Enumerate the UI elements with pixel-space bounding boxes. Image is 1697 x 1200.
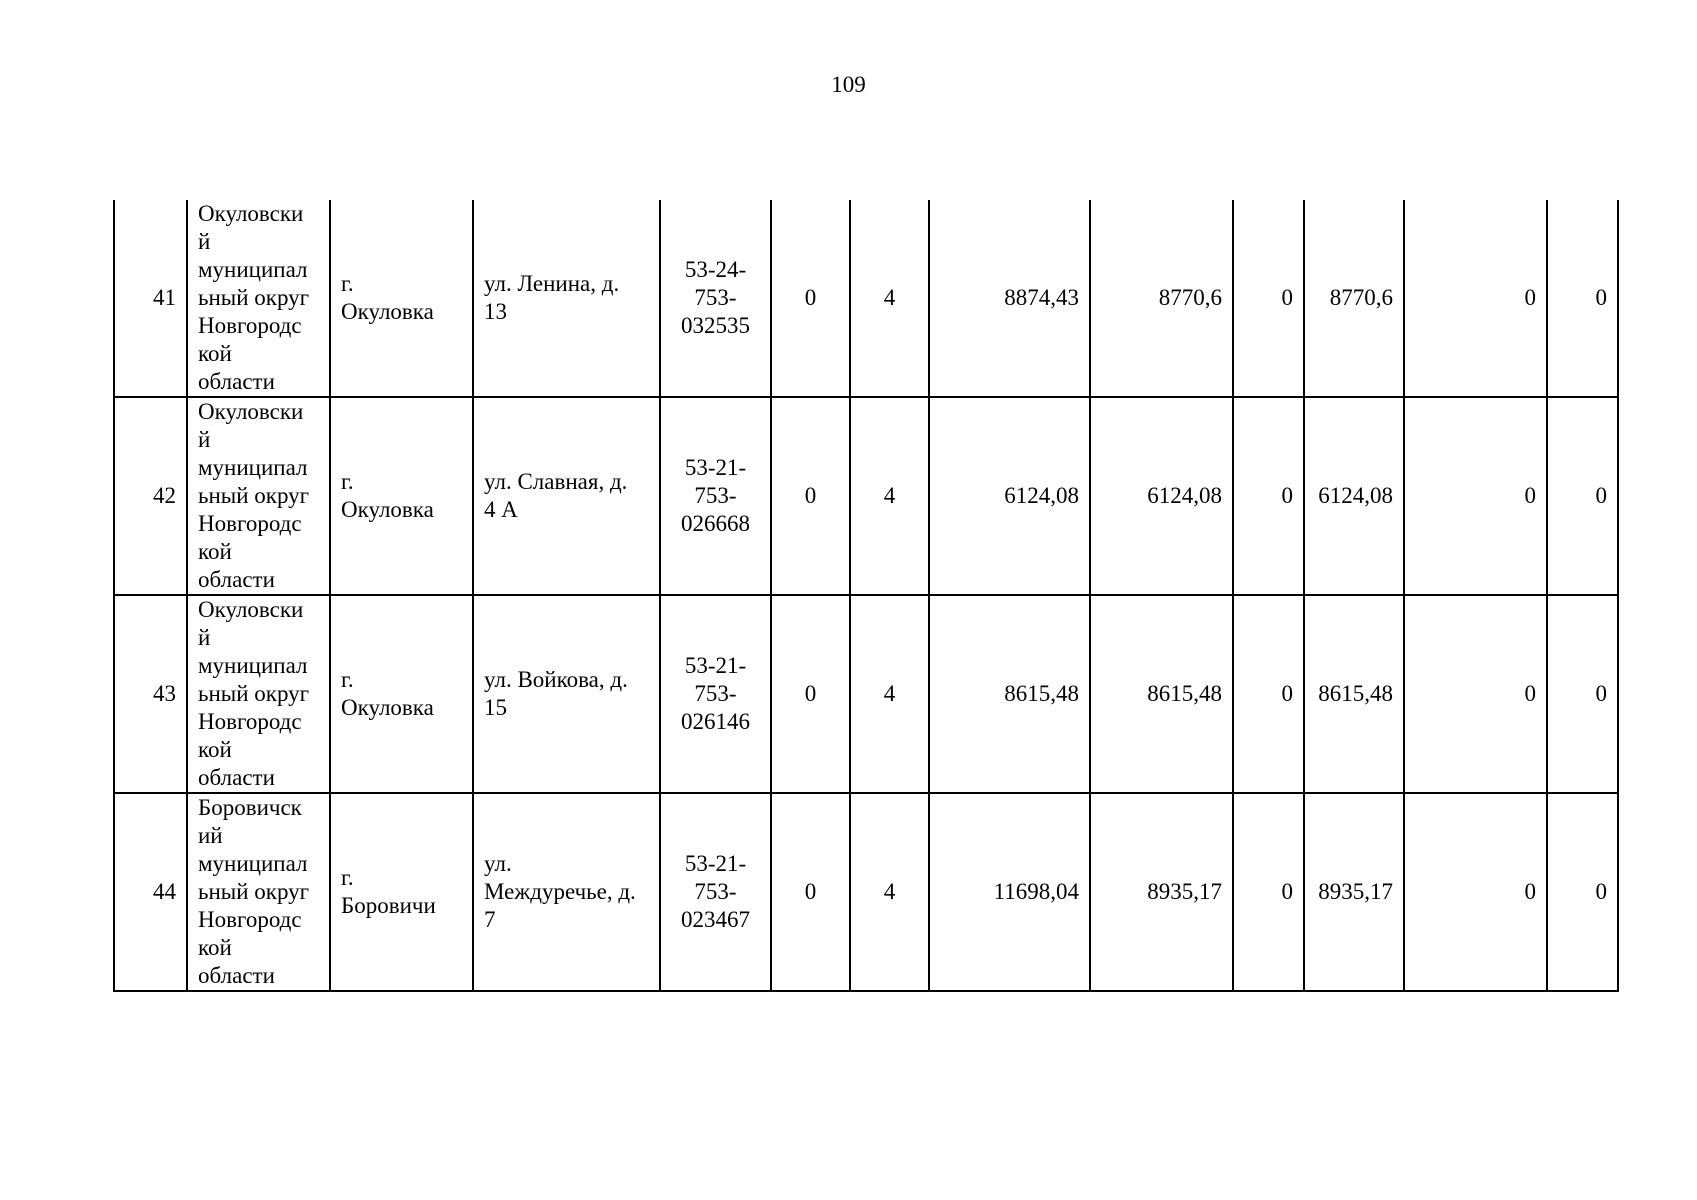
district-line: кой <box>198 935 232 960</box>
locality-line: Окуловка <box>341 497 434 522</box>
value-cell-4: 8770,6 <box>1090 200 1233 397</box>
locality-cell <box>330 200 473 397</box>
registry-table <box>113 200 1619 992</box>
value-cell-3: 11698,04 <box>929 793 1090 991</box>
district-line: ьный округ <box>198 285 310 310</box>
address-line: 13 <box>484 299 507 324</box>
district-line: области <box>198 963 275 988</box>
value-cell-6: 8770,6 <box>1304 200 1404 397</box>
value-cell-3: 8874,43 <box>929 200 1090 397</box>
locality-cell <box>330 397 473 595</box>
district-line: муниципал <box>198 455 308 480</box>
locality-line: Окуловка <box>341 695 434 720</box>
address-line: 7 <box>484 907 496 932</box>
value-cell-2: 4 <box>850 595 929 793</box>
table-row <box>114 595 1618 793</box>
value-cell-4: 8615,48 <box>1090 595 1233 793</box>
value-cell-2: 4 <box>850 200 929 397</box>
address-line: Междуречье, д. <box>484 879 636 904</box>
district-cell <box>187 200 330 397</box>
cadastral-code-cell <box>660 200 771 397</box>
value-cell-1: 0 <box>771 397 850 595</box>
locality-cell <box>330 793 473 991</box>
locality-cell <box>330 595 473 793</box>
locality-line: Боровичи <box>341 893 436 918</box>
cadastral-code-line: 53-24- <box>684 257 747 282</box>
district-line: й <box>198 229 211 254</box>
table-row <box>114 397 1618 595</box>
value-cell-6: 8935,17 <box>1304 793 1404 991</box>
district-line: ьный округ <box>198 483 310 508</box>
value-cell-8: 0 <box>1547 200 1618 397</box>
district-line: кой <box>198 737 232 762</box>
value-cell-1: 0 <box>771 595 850 793</box>
cadastral-code-line: 53-21- <box>684 851 747 876</box>
locality-line: г. <box>341 271 354 296</box>
district-line: й <box>198 625 211 650</box>
district-line: Новгородс <box>198 511 302 536</box>
address-line: ул. Славная, д. <box>484 469 628 494</box>
cadastral-code-line: 753- <box>694 681 737 706</box>
district-line: й <box>198 427 211 452</box>
value-cell-1: 0 <box>771 793 850 991</box>
cadastral-code-line: 53-21- <box>684 653 747 678</box>
cadastral-code-line: 032535 <box>681 313 750 338</box>
district-line: муниципал <box>198 653 308 678</box>
cadastral-code-line: 026146 <box>681 709 750 734</box>
district-cell <box>187 793 330 991</box>
value-cell-7: 0 <box>1404 793 1547 991</box>
cadastral-code-line: 026668 <box>681 511 750 536</box>
district-line: муниципал <box>198 851 308 876</box>
row-index-cell: 44 <box>114 793 187 991</box>
value-cell-8: 0 <box>1547 397 1618 595</box>
district-line: Новгородс <box>198 709 302 734</box>
district-line: области <box>198 369 275 394</box>
value-cell-4: 8935,17 <box>1090 793 1233 991</box>
row-index-cell: 42 <box>114 397 187 595</box>
cadastral-code-cell <box>660 397 771 595</box>
district-line: Боровичск <box>198 795 302 820</box>
value-cell-5: 0 <box>1233 793 1304 991</box>
district-line: ьный округ <box>198 879 310 904</box>
address-cell <box>473 793 660 991</box>
district-cell <box>187 397 330 595</box>
district-line: Новгородс <box>198 907 302 932</box>
value-cell-5: 0 <box>1233 595 1304 793</box>
locality-line: Окуловка <box>341 299 434 324</box>
address-cell <box>473 595 660 793</box>
value-cell-7: 0 <box>1404 200 1547 397</box>
value-cell-7: 0 <box>1404 595 1547 793</box>
value-cell-6: 6124,08 <box>1304 397 1404 595</box>
locality-line: г. <box>341 865 354 890</box>
district-line: кой <box>198 341 232 366</box>
district-line: Новгородс <box>198 313 302 338</box>
value-cell-5: 0 <box>1233 397 1304 595</box>
cadastral-code-line: 753- <box>694 285 737 310</box>
address-line: 15 <box>484 695 507 720</box>
district-line: Окуловски <box>198 399 304 424</box>
value-cell-7: 0 <box>1404 397 1547 595</box>
cadastral-code-line: 53-21- <box>684 455 747 480</box>
address-line: ул. Ленина, д. <box>484 271 620 296</box>
district-line: ьный округ <box>198 681 310 706</box>
row-index-cell: 43 <box>114 595 187 793</box>
value-cell-1: 0 <box>771 200 850 397</box>
cadastral-code-line: 023467 <box>681 907 750 932</box>
locality-line: г. <box>341 469 354 494</box>
value-cell-8: 0 <box>1547 793 1618 991</box>
locality-line: г. <box>341 667 354 692</box>
address-line: ул. <box>484 851 512 876</box>
district-cell <box>187 595 330 793</box>
cadastral-code-cell <box>660 793 771 991</box>
district-line: области <box>198 567 275 592</box>
address-line: 4 А <box>484 497 518 522</box>
value-cell-5: 0 <box>1233 200 1304 397</box>
registry-body <box>114 200 1618 991</box>
address-line: ул. Войкова, д. <box>484 667 628 692</box>
address-cell <box>473 200 660 397</box>
table-row <box>114 200 1618 397</box>
value-cell-6: 8615,48 <box>1304 595 1404 793</box>
value-cell-4: 6124,08 <box>1090 397 1233 595</box>
value-cell-2: 4 <box>850 397 929 595</box>
district-line: области <box>198 765 275 790</box>
cadastral-code-cell <box>660 595 771 793</box>
district-line: кой <box>198 539 232 564</box>
district-line: Окуловски <box>198 201 304 226</box>
cadastral-code-line: 753- <box>694 879 737 904</box>
address-cell <box>473 397 660 595</box>
value-cell-2: 4 <box>850 793 929 991</box>
value-cell-3: 6124,08 <box>929 397 1090 595</box>
value-cell-3: 8615,48 <box>929 595 1090 793</box>
page-number: 109 <box>831 72 866 97</box>
row-index-cell: 41 <box>114 200 187 397</box>
district-line: ий <box>198 823 223 848</box>
cadastral-code-line: 753- <box>694 483 737 508</box>
district-line: муниципал <box>198 257 308 282</box>
table-row <box>114 793 1618 991</box>
value-cell-8: 0 <box>1547 595 1618 793</box>
district-line: Окуловски <box>198 597 304 622</box>
